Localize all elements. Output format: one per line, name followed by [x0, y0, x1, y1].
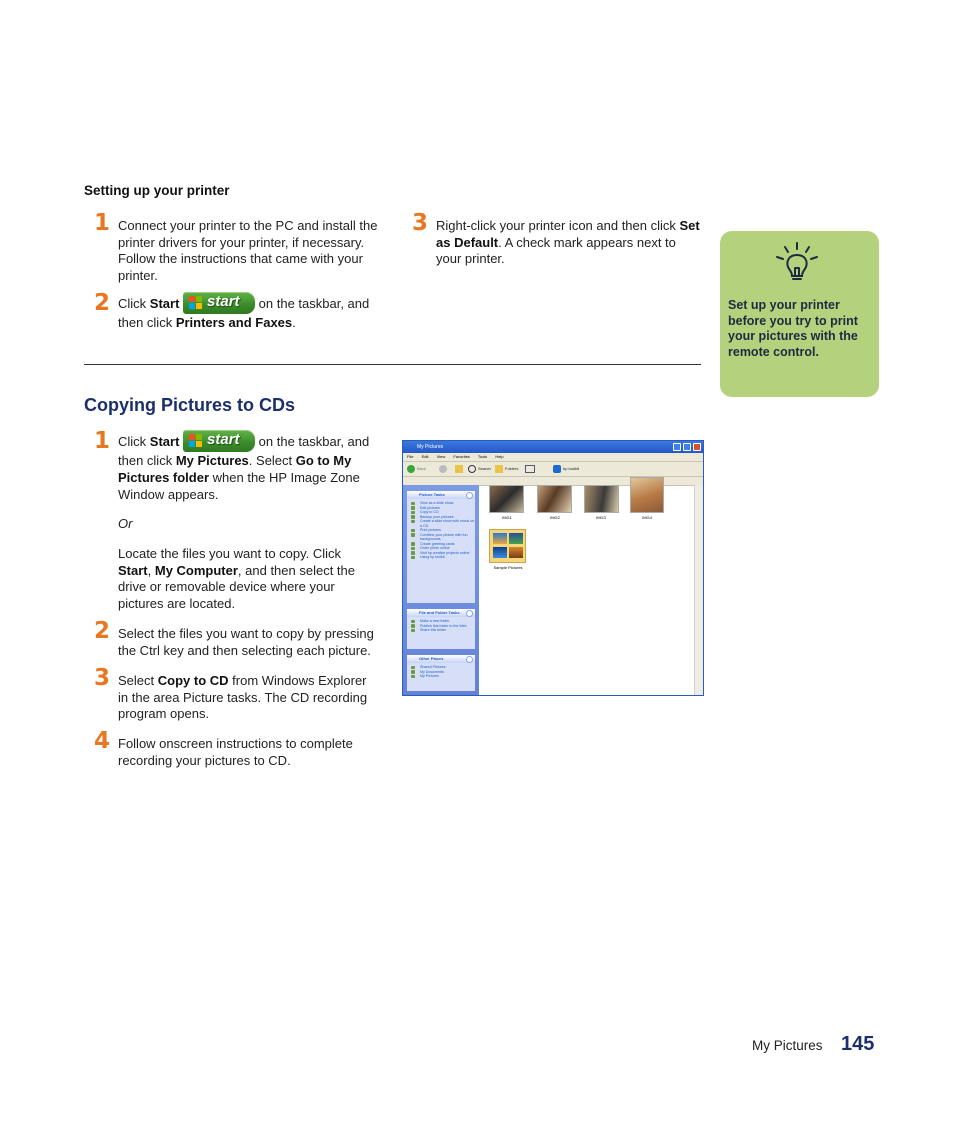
vertical-scrollbar: [694, 485, 703, 695]
step-text: Click Start start on the taskbar, and then click Printers and Faxes.: [118, 293, 370, 330]
folders-icon: [495, 465, 503, 473]
window-titlebar: [403, 441, 703, 453]
file-label: IMG3: [596, 515, 606, 520]
toolbar: Back Search Folders hp toolkit: [403, 462, 703, 477]
forward-icon: [439, 465, 447, 473]
menu-edit: Edit: [421, 454, 429, 459]
step-text: Follow onscreen instructions to complete recording your pictures to CD.: [118, 736, 353, 768]
my-pictures-window-screenshot: [402, 440, 704, 696]
file-view: [483, 485, 681, 695]
or-text: Or: [118, 516, 133, 531]
start-button-image: start: [183, 292, 255, 314]
step-number: 2: [94, 290, 111, 316]
photo-thumbnail: [489, 485, 524, 513]
task-item: Print pictures: [407, 528, 475, 533]
task-item: Create greeting cards: [407, 542, 475, 547]
task-pane: [403, 485, 479, 695]
step-number: 1: [94, 428, 111, 454]
place-item: My Documents: [407, 670, 475, 675]
step-alt-text: Locate the files you want to copy. Click Start, My Computer, and then select the drive or removable device where your pictures are located.: [118, 546, 356, 611]
place-item: Shared Pictures: [407, 665, 475, 670]
tip-box: [720, 231, 879, 397]
chevron-up-icon: [466, 656, 473, 663]
task-item: Edit pictures: [407, 506, 475, 511]
menu-help: Help: [495, 454, 504, 459]
step-number: 4: [94, 728, 111, 754]
tip-text: Set up your printer before you try to print your pictures with the remote control.: [728, 298, 858, 359]
menu-tools: Tools: [477, 454, 488, 459]
task-item: Order prints online: [407, 546, 475, 551]
hp-toolkit-icon: [553, 465, 561, 473]
step-text: Click Start start on the taskbar, and then click My Pictures. Select Go to My Pictures folder when the HP Image Zone Window appears.: [118, 431, 370, 502]
other-places-panel: [407, 655, 475, 691]
task-item: Create a slide show with music on a CD: [407, 519, 475, 528]
search-icon: [468, 465, 476, 473]
task-item: Publish this folder to the Web: [407, 624, 475, 629]
step-text: Select Copy to CD from Windows Explorer in the area Picture tasks. The CD recording program opens.: [118, 673, 368, 721]
task-item: Copy to CD: [407, 510, 475, 515]
windows-flag-icon: [189, 434, 202, 447]
menu-favorites: Favorites: [453, 454, 470, 459]
task-item: Backup your pictures: [407, 515, 475, 520]
photo-thumbnail: [537, 485, 572, 513]
window-title: My Pictures: [417, 444, 444, 450]
step-number: 3: [94, 665, 111, 691]
file-label: IMG1: [502, 515, 512, 520]
section-heading: Copying Pictures to CDs: [84, 395, 296, 415]
file-label: IMG4: [642, 515, 652, 520]
task-item: Share this folder: [407, 628, 475, 633]
file-label: IMG2: [550, 515, 560, 520]
step-number: 3: [412, 210, 429, 236]
task-item: Using hp toolkit: [407, 555, 475, 560]
chevron-up-icon: [466, 492, 473, 499]
back-icon: [407, 465, 415, 473]
task-item: Visit hp creative projects online: [407, 551, 475, 556]
file-folder-tasks-panel: [407, 609, 475, 649]
lightbulb-icon: [773, 241, 821, 283]
windows-flag-icon: [189, 296, 202, 309]
minimize-icon: [673, 443, 681, 451]
folder-label: Sample Pictures: [493, 565, 523, 570]
task-item: Combine your picture with fun backgrounds: [407, 533, 475, 542]
subsection-heading: Setting up your printer: [84, 183, 230, 198]
place-item: My Pictures: [407, 674, 475, 679]
menu-file: File: [407, 454, 414, 459]
step-text: Right-click your printer icon and then click Set as Default. A check mark appears next to your printer.: [436, 218, 700, 266]
up-folder-icon: [455, 465, 463, 473]
step-text: Select the files you want to copy by pressing the Ctrl key and then selecting each picture.: [118, 626, 374, 658]
panel-header: File and Folder Tasks: [407, 609, 475, 617]
sample-pictures-folder-icon: [489, 529, 526, 563]
chevron-up-icon: [466, 610, 473, 617]
step-number: 1: [94, 210, 111, 236]
maximize-icon: [683, 443, 691, 451]
section-divider: [84, 364, 701, 365]
menu-bar: [403, 453, 703, 462]
start-button-image: start: [183, 430, 255, 452]
views-icon: [525, 465, 535, 473]
panel-header: Picture Tasks: [407, 491, 475, 499]
picture-tasks-panel: [407, 491, 475, 603]
close-icon: [693, 443, 701, 451]
photo-thumbnail: [630, 477, 664, 513]
step-number: 2: [94, 618, 111, 644]
footer-section-label: My Pictures: [752, 1038, 823, 1053]
menu-view: View: [436, 454, 446, 459]
step-text: Connect your printer to the PC and install the printer drivers for your printer, if necessary. Follow the instructions that came with your printer.: [118, 218, 378, 283]
panel-header: Other Places: [407, 655, 475, 663]
photo-thumbnail: [584, 485, 619, 513]
task-item: View as a slide show: [407, 501, 475, 506]
page-number: 145: [841, 1033, 875, 1055]
task-item: Make a new folder: [407, 619, 475, 624]
